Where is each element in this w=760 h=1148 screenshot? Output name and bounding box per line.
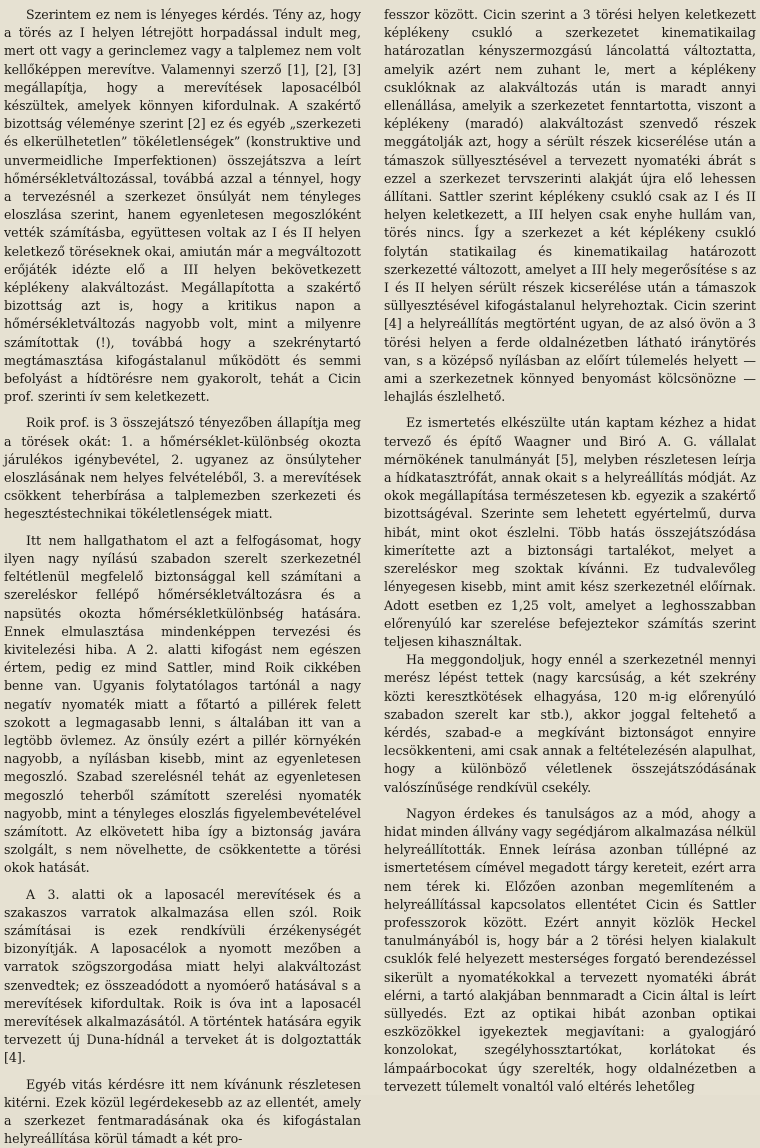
paragraph: A 3. alatti ok a laposacél merevítések és a szakaszos varratok alkalmazása ellen szól. Roik számításai is ezek rendkívüli érzékenységét bizonyítják. A laposacélok a nyomott mezőben a varratok szögszorgodása miatt helyi alakváltozást szenvedtek; ez összeadódott a nyomóerő hatásával s a merevítések kifordultak. Roik is óva int a laposacél merevítések alkalmazásától. A történtek hatására egyik tervezett új Duna-hídnál a terveket át is dolgoztatták [4]. bbox=[4, 886, 361, 1066]
paragraph: Ha meggondoljuk, hogy ennél a szerkezetnél mennyi merész lépést tettek (nagy karcsúság, a két szekrény közti keresztkötések elhagyása, 120 m-ig előrenyúló szabadon szerelt kar stb.), akkor joggal feltehető a kérdés, szabad-e a megkívánt biztonságot ennyire lecsökkenteni, ami csak annak a feltételezésén alapulhat, hogy a különböző véletlenek összejátszódásának valószínűsége rendkívül csekély. bbox=[384, 652, 756, 795]
paragraph: fesszor között. Cicin szerint a 3 törési helyen keletkezett képlékeny csukló a szerkezetet kinematikailag határozatlan kényszermozgású láncolattá változtatta, amelyik azért nem zuhant le, mert a képlékeny csuklóknak az alakváltozás után is maradt annyi ellenállása, amelyik a szerkezetet fenntartotta, viszont a képlékeny (maradó) alakváltozást szenvedő részek meggátolják azt, hogy a sérült részek kicserélése után a támaszok süllyesztésével a tervezett nyomatéki ábrát s ezzel a szerkezet tervszerinti alakját újra elő lehessen állítani. Sattler szerint képlékeny csukló csak az I és II helyen keletkezett, a III helyen csak enyhe hullám van, törés nincs. Így a szerkezet a két képlékeny csukló folytán statikailag és kinematikailag határozott szerkezetté változott, amelyet a III hely megerősítése s az I és II helyen sérült részek kicserélése után a támaszok süllyesztésével kifogástalanul helyrehoztak. Cicin szerint [4] a helyreállítás megtörtént ugyan, de az alsó övön a 3 törési helyen a ferde oldalnézetben látható iránytörés van, s a középső nyílásban az előírt túlemelés helyett — ami a szerkezetnek könnyed benyomást kölcsönözne — lehajlás észlelhető. bbox=[384, 7, 756, 405]
paragraph: Ez ismertetés elkészülte után kaptam kézhez a hidat tervező és építő Waagner und Biró A. G. vállalat mérnökének tanulmányát [5], melyben részletesen leírja a hídkatasztrófát, annak okait s a helyreállítás módját. Az okok megállapítása természetesen kb. egyezik a szakértő bizottságéval. Szerinte sem lehetett egyértelmű, durva hibát, mint okot észlelni. Több hatás összejátszódása kimerítette azt a biztonsági tartalékot, melyet a szereléskor meg szoktak kívánni. Ez tudvalevőleg lényegesen kisebb, mint amit kész szerkezetnél előírnak. Adott esetben ez 1,25 volt, amelyet a leghosszabban előrenyúló kar szerelése befejeztekor számítás szerint teljesen kihasználtak. bbox=[384, 415, 756, 649]
paragraph: Itt nem hallgathatom el azt a felfogásomat, hogy ilyen nagy nyílású szabadon szerelt szerkezetnél feltétlenül megfelelő biztonsággal kell számítani a szereléskor fellépő hőmérsékletváltozásra és a napsütés okozta hőmérsékletkülönbség hatására. Ennek elmulasztása mindenképpen tervezési és kivitelezési hiba. A 2. alatti kifogást nem egészen értem, pedig ez mind Sattler, mind Roik cikkében benne van. Ugyanis folytatólagos tartónál a nagy negatív nyomaték miatt a főtartó a pillérek felett szokott a legmagasabb lenni, s általában itt van a legtöbb övlemez. Az önsúly ezért a pillér környékén nagyobb, a nyílásban kisebb, mint az egyenletesen megoszló. Szabad szerelésnél tehát az egyenletesen megoszló teherből számított szerelési nyomaték nagyobb, mint a tényleges eloszlás figyelembevételével számított. Az elkövetett hiba így a biztonság javára szolgált, s nem növelhette, de csökkentette a törési okok hatását. bbox=[4, 532, 361, 876]
paragraph: Szerintem ez nem is lényeges kérdés. Tény az, hogy a törés az I helyen létrejött horpadással indult meg, mert ott vagy a gerinclemez vagy a talplemez nem volt kellőképpen merevítve. Valamennyi szerző [1], [2], [3] megállapítja, hogy a merevítések laposacélból készültek, amelyek könnyen kifordulnak. A szakértő bizottság véleménye szerint [2] ez és egyéb „szerkezeti és elkerülhetetlen” tökéletlenségek” (konstruktive und unvermeidliche Imperfektionen) összejátszva a leírt hőmérsékletváltozással, továbbá azzal a ténnyel, hogy a tervezésnél a szerkezet önsúlyát nem tényleges eloszlása szerint, hanem egyenletesen megoszlóként vették számításba, együttesen voltak az I és II helyen keletkező töréseknek okai, amiután már a megváltozott erőjáték idézte elő a III helyen bekövetkezett képlékeny alakváltozást. Megállapította a szakértő bizottság azt is, hogy a kritikus napon a hőmérsékletváltozás nagyobb volt, mint a milyenre számítottak (!), továbbá hogy a szekrénytartó megtámasztása kifogástalanul működött és semmi befolyást a hídtörésre nem gyakorolt, tehát a Cicin prof. szerinti ív sem keletkezett. bbox=[4, 7, 361, 405]
paragraph: Egyéb vitás kérdésre itt nem kívánunk részletesen kitérni. Ezek közül legérdekesebb az az ellentét, amely a szerkezet fentmaradásának oka és kifogástalan helyreállítása körül támadt a két pro- bbox=[4, 1076, 361, 1147]
paragraph: Nagyon érdekes és tanulságos az a mód, ahogy a hidat minden állvány vagy segédjárom alkalmazása nélkül helyreállították. Ennek leírása azonban túllépné az ismertetésem címével megadott tárgy kereteit, ezért arra nem térek ki. Előzően azonban megemlíteném a helyreállítással kapcsolatos ellentétet Cicin és Sattler professzorok között. Ezért annyit közlök Heckel tanulmányából is, hogy bár a 2 törési helyen kialakult csuklók felé helyezett mesterséges forgató berendezéssel sikerült a nyomatékokkal a tervezett nyomatéki ábrát elérni, a tartó alakjában bennmaradt a Cicin által is leírt süllyedés. Ezt az optikai hibát azonban optikai eszközökkel igyekeztek megjavítani: a gyalogjáró konzolokat, szegélyhossztartókat, korlátokat és lámpaárbocokat úgy szerelték, hogy oldalnézetben a tervezett túlemelt vonaltól való eltérés lehetőleg bbox=[384, 805, 756, 1094]
paragraph: Roik prof. is 3 összejátszó tényezőben állapítja meg a törések okát: 1. a hőmérséklet-különbség okozta járulékos igénybevétel, 2. ugyanez az önsúlyteher eloszlásának nem helyes felvételéből, 3. a merevítések csökkent teherbírása a talplemezben szerkezeti és hegesztéstechnikai tökéletlenségek miatt. bbox=[4, 415, 361, 522]
right-column bbox=[384, 6, 756, 1096]
left-column bbox=[4, 6, 361, 1148]
